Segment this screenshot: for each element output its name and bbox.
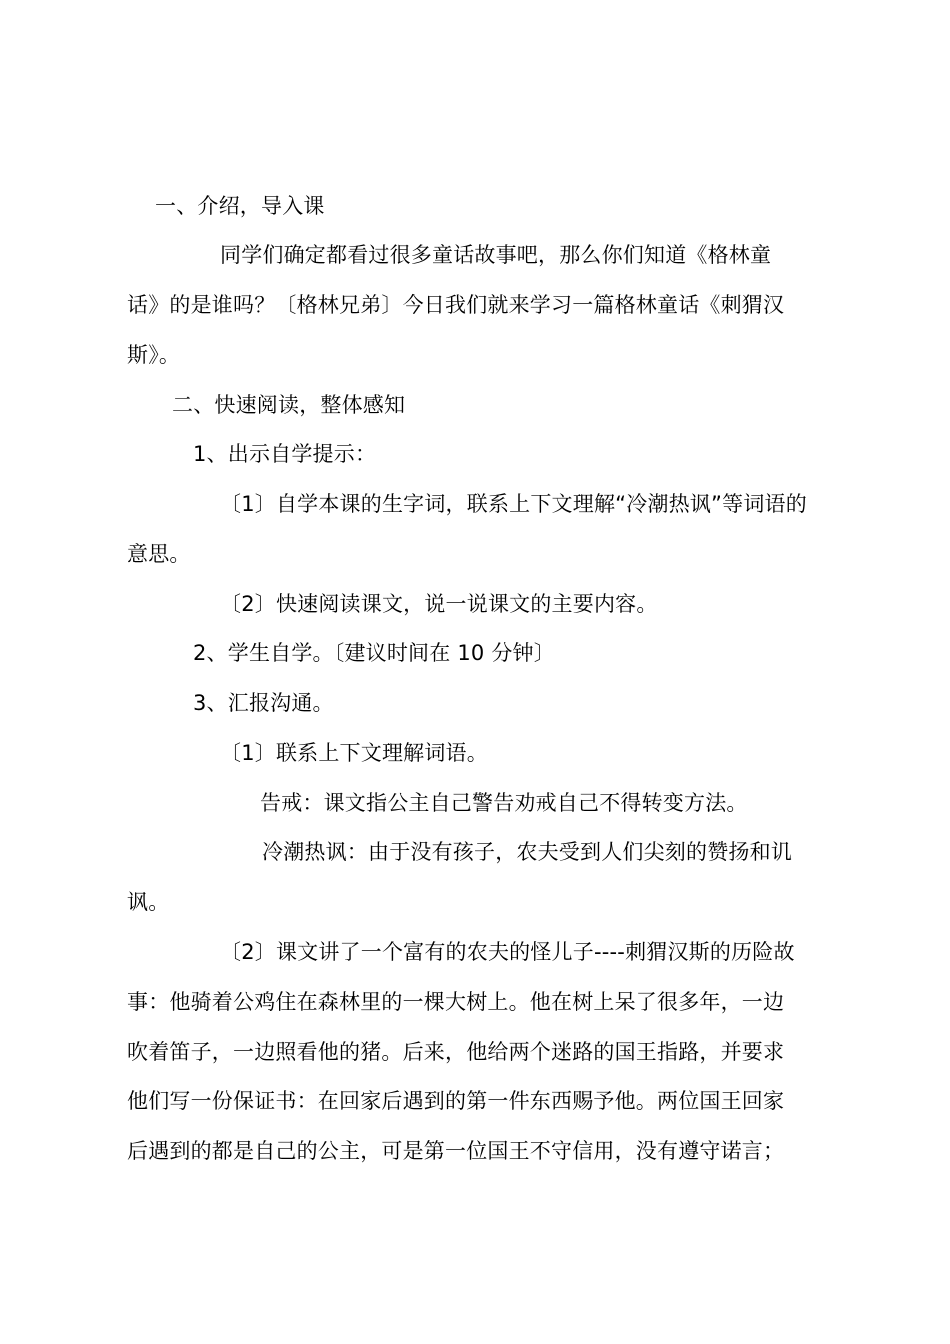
paragraph-line: 后遇到的都是自己的公主，可是第一位国王不守信用，没有遵守诺言； [127,1139,785,1163]
section-heading-2: 二、快速阅读，整体感知 [172,393,406,417]
section-heading-1: 一、介绍，导入课 [155,194,325,218]
paragraph-line: 同学们确定都看过很多童话故事吧，那么你们知道《格林童 [220,243,772,267]
list-item: 2、学生自学。〔建议时间在 10 分钟〕 [193,641,555,665]
paragraph-line: 〔1〕自学本课的生字词，联系上下文理解“冷潮热讽”等词语的 [220,492,807,516]
definition-line: 告戒：课文指公主自己警告劝戒自己不得转变方法。 [260,791,748,815]
paragraph-line: 话》的是谁吗？〔格林兄弟〕今日我们就来学习一篇格林童话《刺猬汉 [127,293,785,317]
paragraph-line: 意思。 [127,542,191,566]
paragraph-line: 事：他骑着公鸡住在森林里的一棵大树上。他在树上呆了很多年，一边 [127,990,785,1014]
paragraph-line: 〔1〕联系上下文理解词语。 [220,741,488,765]
paragraph-line: 〔2〕快速阅读课文，说一说课文的主要内容。 [220,592,658,616]
definition-line: 讽。 [127,890,170,914]
paragraph-line: 斯》。 [127,343,181,367]
list-item: 3、汇报沟通。 [193,691,334,715]
paragraph-line: 吹着笛子，一边照看他的猪。后来，他给两个迷路的国王指路，并要求 [127,1040,785,1064]
list-item: 1、出示自学提示： [193,442,377,466]
paragraph-line: 他们写一份保证书：在回家后遇到的第一件东西赐予他。两位国王回家 [127,1089,785,1113]
definition-line: 冷潮热讽：由于没有孩子，农夫受到人们尖刻的赞扬和讥 [262,840,792,864]
paragraph-line: 〔2〕课文讲了一个富有的农夫的怪儿子----刺猬汉斯的历险故 [220,940,795,964]
